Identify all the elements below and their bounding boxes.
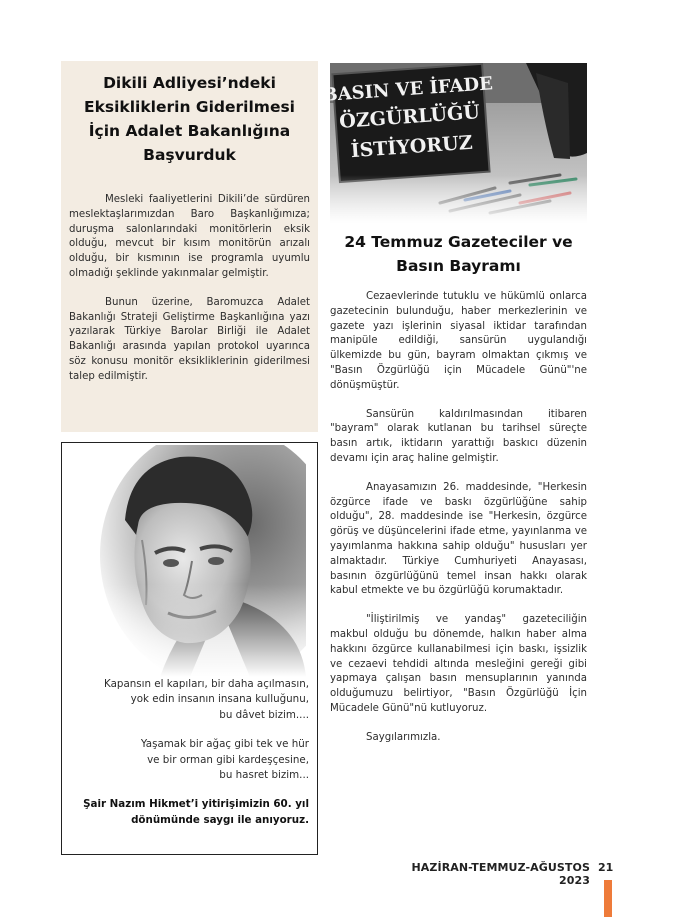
left-paragraph: Bunun üzerine, Baromuzca Adalet Bakanlığı Strateji Geliştirme Başkanlığına yazı yazılarak Türkiye Barolar Birliği ile Adalet Bakanlığı arasında yapılan protokol uyarınca söz konusu monitör eksikliklerinin giderilmesi talep edilmiştir.: [69, 296, 310, 382]
right-title-line: Basın Bayramı: [396, 257, 521, 275]
tribute-line: dönümünde saygı ile anıyoruz.: [131, 813, 309, 826]
poem-stanza: [69, 737, 309, 783]
protest-photo: [330, 63, 587, 223]
page-number: 21: [598, 861, 614, 874]
issue-date: HAZİRAN-TEMMUZ-AĞUSTOS 2023: [411, 861, 590, 887]
left-article-title: [69, 71, 310, 167]
left-title-line: Eksikliklerin Giderilmesi: [83, 98, 295, 116]
closing-line: Saygılarımızla.: [366, 731, 441, 743]
right-title-line: 24 Temmuz Gazeteciler ve: [344, 233, 573, 251]
poem-line: ve bir orman gibi kardeşçesine,: [147, 753, 309, 766]
poem-line: yok edin insanın insana kulluğunu,: [130, 693, 309, 706]
right-paragraph: Sansürün kaldırılmasından itibaren "bayram" olarak kutlanan bu tarihsel süreçte basın artık, iktidarın yarattığı baskıcı düzenin devamı için araç haline gelmiştir.: [330, 408, 587, 464]
left-title-line: İçin Adalet Bakanlığına: [88, 122, 291, 140]
poem-line: bu dâvet bizim....: [219, 708, 309, 721]
right-paragraph: "İliştirilmiş ve yandaş" gazeteciliğin makbul olduğu bu dönemde, halkın haber alma hakkını özgürce kullanabilmesi için baskı, işsizlik ve cezaevi tehdidi altında mesleğini gereği gibi yapmaya çalışan basın mensuplarının yanında olduğumuzu belirtiyor, "Basın Özgürlüğü İçin Mücadele Günü"nü kutluyoruz.: [330, 614, 587, 714]
left-title-line: Başvurduk: [143, 146, 236, 164]
poem-text: [69, 677, 309, 842]
right-article-body: [330, 290, 587, 760]
poem-stanza: [69, 677, 309, 723]
tribute-text: [69, 797, 309, 828]
left-article-box: [61, 61, 318, 432]
portrait-image: [70, 445, 306, 677]
right-paragraph: Anayasamızın 26. maddesinde, "Herkesin özgürce ifade ve baskı özgürlüğüne sahip olduğu", 28. maddesinde ise "Herkesin, özgürce görüş ve düşüncelerini ifade etme, yayınlanma ve yayımlanma hakkına sahip olduğu" hususları yer almaktadır. Türkiye Cumhuriyeti Anayasası, basının özgürlüğünü temel insan hakkı olarak kabul etmekte ve bu özgürlüğü korumaktadır.: [330, 481, 587, 597]
left-title-line: Dikili Adliyesi’ndeki: [103, 74, 276, 92]
right-paragraph: Cezaevlerinde tutuklu ve hükümlü onlarca gazetecinin bulunduğu, haber merkezlerinin ve gazete yazı işlerinin siyasal iktidar tarafından manipüle edildiği, sansürün uygulandığı ülkemizde bu gün, bayram olmaktan çıkmış ve "Basın Özgürlüğü için Mücadele Günü"'ne dönüşmüştür.: [330, 291, 587, 391]
poem-line: Kapansın el kapıları, bir daha açılmasın,: [104, 678, 309, 690]
poem-line: bu hasret bizim...: [219, 769, 309, 782]
right-article-title: [330, 230, 587, 278]
accent-bar: [604, 880, 612, 917]
poem-line: Yaşamak bir ağaç gibi tek ve hür: [140, 738, 309, 751]
left-paragraph: Mesleki faaliyetlerini Dikili’de sürdüren meslektaşlarımızdan Baro Başkanlığımıza; duruşma salonlarındaki monitörlerin eksik olduğu, mevcut bir kısım monitörün arızalı olduğu, bir kısmının ise programla uyumlu olmadığı şeklinde yakınmalar gelmiştir.: [69, 194, 310, 279]
tribute-line: Şair Nazım Hikmet’i yitirişimizin 60. yıl: [83, 798, 309, 811]
poem-box: [61, 442, 318, 855]
